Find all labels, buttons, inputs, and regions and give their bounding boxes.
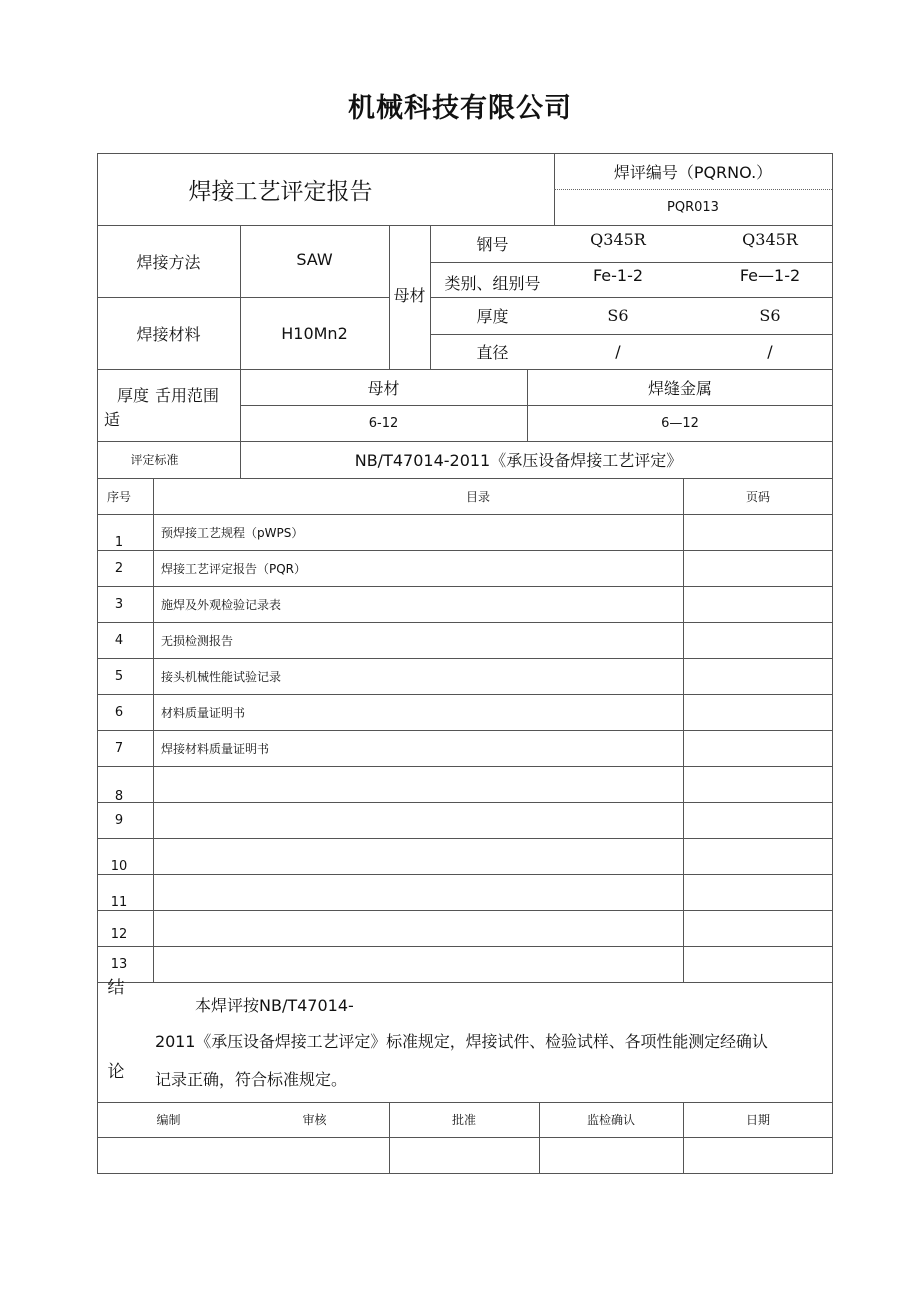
toc-row-6-title: 材料质量证明书 [161,705,246,720]
toc-row-7-title: 焊接材料质量证明书 [161,741,270,756]
base-metal-label: 母材 [393,285,426,305]
toc-row-10-title [153,838,683,874]
range-base-metal-value: 6-12 [368,415,399,431]
toc-row-1-title: 预焊接工艺规程（pWPS） [161,525,304,540]
category-group-a: Fe-1-2 [592,265,644,285]
sign-compile-label: 编制 [156,1113,181,1127]
category-group-label: 类别、组别号 [444,274,541,293]
range-base-metal-header: 母材 [367,378,400,398]
conclusion-label-top: 结 [107,977,125,998]
toc-row-1-page [683,514,833,550]
range-weld-metal-header: 焊缝金属 [647,378,712,398]
toc-row-7-page [683,730,833,766]
welding-process-label: 焊接方法 [136,252,201,272]
diameter-label: 直径 [476,343,509,362]
range-label-suffix: 适 [103,409,120,429]
welding-process-value: SAW [296,249,333,269]
toc-row-2-page [683,550,833,586]
toc-row-4-number: 4 [114,632,124,648]
toc-row-12-page [683,910,833,946]
toc-no-header: 序号 [106,489,131,504]
toc-row-3-number: 3 [114,596,124,612]
welding-material-value: H10Mn2 [281,323,348,343]
toc-row-10-page [683,838,833,874]
toc-row-13-number: 13 [110,956,128,972]
toc-row-8-number: 8 [114,788,124,804]
toc-row-5-title: 接头机械性能试验记录 [161,669,282,684]
toc-row-6-number: 6 [114,704,124,720]
toc-row-13-title [153,946,683,982]
welding-material-label: 焊接材料 [136,324,201,344]
standard-value: NB/T47014-2011《承压设备焊接工艺评定》 [354,451,683,470]
toc-row-2-number: 2 [114,560,124,576]
toc-row-12-number: 12 [110,926,128,942]
toc-row-7-number: 7 [114,740,124,756]
pqr-form [97,153,833,1174]
conclusion-line-3: 记录正确，符合标准规定。 [155,1070,348,1089]
toc-row-3-title: 施焊及外观检验记录表 [161,597,282,612]
toc-row-9-title [153,802,683,838]
pqr-number-value: PQR013 [667,199,719,215]
sign-date-label: 日期 [745,1113,770,1127]
toc-row-11-number: 11 [110,894,128,910]
toc-row-6-page [683,694,833,730]
toc-page-header: 页码 [745,489,770,504]
toc-row-5-page [683,658,833,694]
toc-row-8-page [683,766,833,802]
toc-row-5-number: 5 [114,668,124,684]
toc-row-12-title [153,910,683,946]
toc-row-11-page [683,874,833,910]
range-weld-metal-value: 6—12 [661,415,699,431]
range-label-scope: 舌用范围 [155,385,220,405]
category-group-b: Fe—1-2 [739,265,801,285]
diameter-a: / [615,342,621,361]
toc-row-8-title [153,766,683,802]
sign-review-label: 审核 [302,1113,327,1127]
range-label-thickness: 厚度 [116,385,149,405]
toc-row-2-title: 焊接工艺评定报告（PQR） [161,561,307,576]
thickness-label: 厚度 [476,307,509,326]
company-name: 机械科技有限公司 [348,93,572,124]
diameter-b: / [767,342,773,361]
steel-grade-b: Q345R [742,229,798,249]
steel-grade-a: Q345R [590,229,646,249]
sign-supervise-label: 监检确认 [586,1113,635,1127]
report-title: 焊接工艺评定报告 [188,178,373,205]
toc-title-header: 目录 [465,489,490,504]
toc-row-9-number: 9 [114,812,124,828]
toc-row-9-page [683,802,833,838]
conclusion-label-bottom: 论 [107,1061,125,1082]
toc-row-11-title [153,874,683,910]
toc-row-4-title: 无损检测报告 [161,633,234,648]
sign-approve-label: 批准 [451,1113,476,1127]
thickness-b: S6 [759,306,781,325]
toc-row-4-page [683,622,833,658]
toc-row-13-page [683,946,833,982]
toc-row-1-number: 1 [114,534,124,550]
standard-label: 评定标准 [130,453,179,467]
toc-row-3-page [683,586,833,622]
pqr-number-label: 焊评编号（PQRNO.） [613,162,773,182]
steel-grade-label: 钢号 [476,235,509,254]
toc-row-10-number: 10 [110,858,128,874]
conclusion-line-2: 2011《承压设备焊接工艺评定》标准规定，焊接试件、检验试样、各项性能测定经确认 [155,1032,768,1051]
thickness-a: S6 [607,306,629,325]
conclusion-line-1: 本焊评按NB/T47014- [195,996,354,1015]
